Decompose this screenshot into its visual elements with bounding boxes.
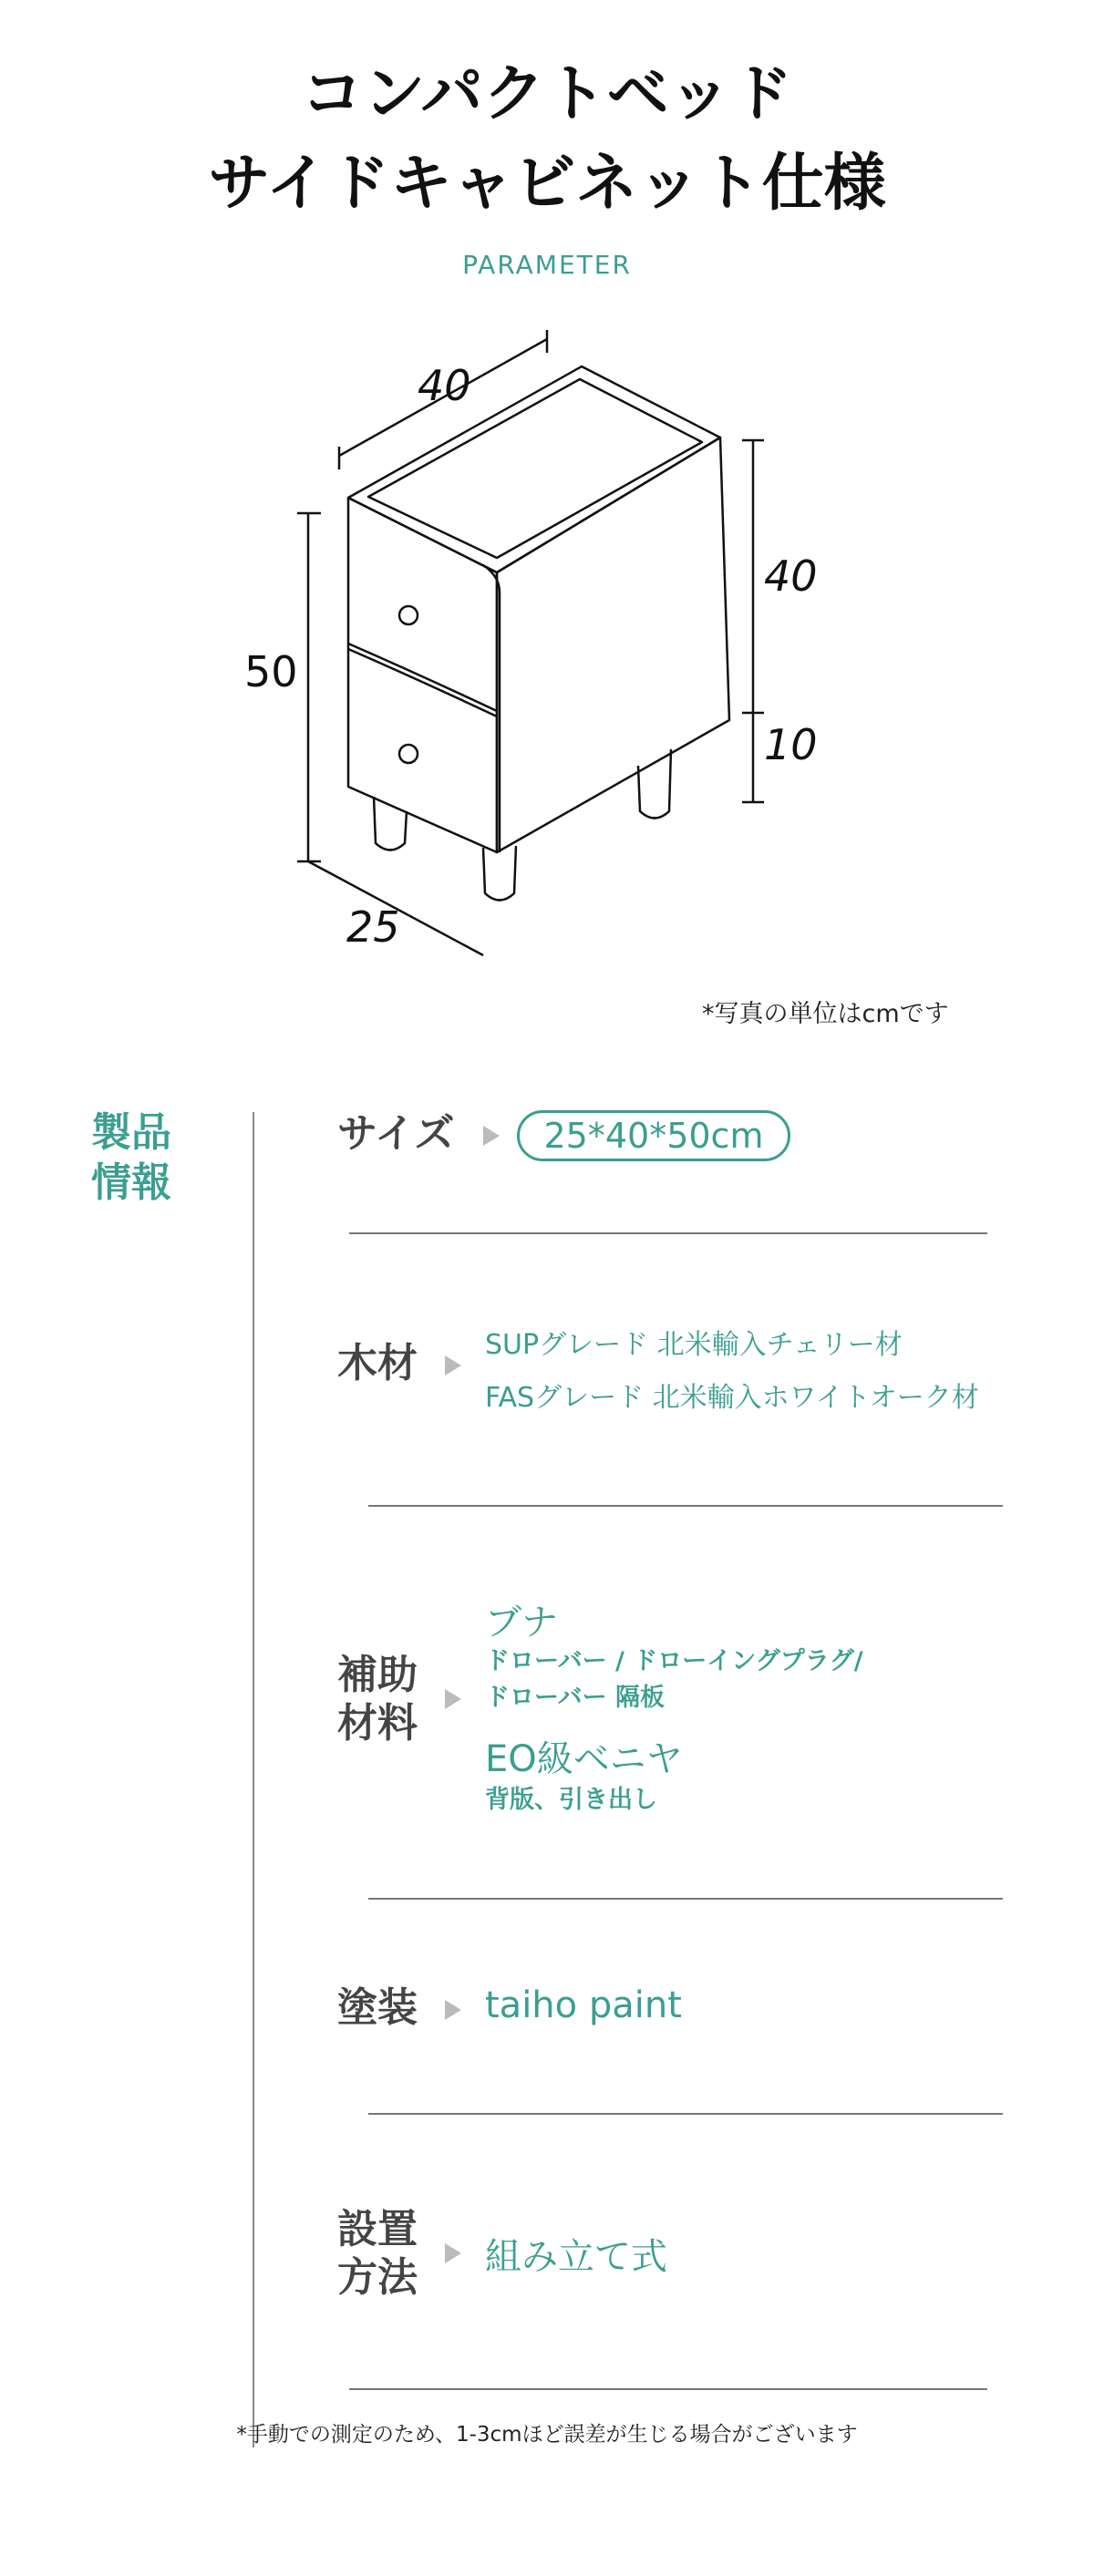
arrow-icon xyxy=(445,2000,461,2020)
spec-divider xyxy=(368,2113,1003,2115)
section-vertical-divider xyxy=(253,1112,254,2447)
arrow-icon xyxy=(445,1689,461,1709)
dimension-depth-label: 25 xyxy=(346,902,400,952)
section-label xyxy=(91,1108,201,1208)
drawer-knob-top xyxy=(399,606,418,624)
spec-wood-line-1: SUPグレード 北米輸入チェリー材 xyxy=(485,1329,903,1361)
spec-size-label: サイズ xyxy=(337,1110,455,1157)
section-label-line-2: 情報 xyxy=(91,1159,171,1206)
leg-back-right xyxy=(638,749,671,819)
spec-aux-label xyxy=(337,1652,418,1748)
cabinet-side xyxy=(497,438,729,852)
section-label-line-1: 製品 xyxy=(91,1109,171,1156)
spec-paint-label: 塗装 xyxy=(337,1984,418,2031)
cabinet-front xyxy=(348,498,497,852)
cabinet-diagram xyxy=(0,310,1094,966)
dimension-height-label: 50 xyxy=(244,647,298,696)
spec-aux-heading-2: EO級ベニヤ xyxy=(485,1738,683,1780)
spec-wood-label: 木材 xyxy=(337,1340,418,1386)
spec-divider xyxy=(368,1898,1003,1900)
spec-install-value: 組み立て式 xyxy=(485,2236,667,2278)
dimension-leg-height-label: 10 xyxy=(764,720,818,769)
spec-divider xyxy=(349,1232,987,1234)
spec-aux-label-line-1: 補助 xyxy=(337,1652,418,1698)
spec-install-label-line-1: 設置 xyxy=(337,2206,418,2252)
drawer-divider xyxy=(348,644,497,711)
spec-install-label xyxy=(337,2206,418,2303)
spec-aux-label-line-2: 材料 xyxy=(337,1699,418,1747)
parameter-subtitle: PARAMETER xyxy=(462,250,632,280)
spec-wood-line-2: FASグレード 北米輸入ホワイトオーク材 xyxy=(485,1382,979,1414)
spec-paint-value: taiho paint xyxy=(485,1984,682,2026)
spec-aux-sub-2: 背版、引き出し xyxy=(485,1786,657,1814)
spec-size-value: 25*40*50cm xyxy=(517,1110,790,1161)
leg-front-right xyxy=(483,846,516,901)
dimension-width-label: 40 xyxy=(418,361,471,410)
page-title-line-1: コンパクトベッド xyxy=(301,58,793,130)
spec-aux-sub-1a: ドローバー / ドローイングプラグ/ xyxy=(485,1647,863,1675)
page-title-line-2: サイドキャビネット仕様 xyxy=(208,148,886,220)
unit-note: *写真の単位はcmです xyxy=(702,1000,949,1028)
spec-divider xyxy=(368,1505,1003,1507)
arrow-icon xyxy=(483,1126,500,1146)
drawer-knob-bottom xyxy=(399,745,418,763)
cabinet-top xyxy=(348,366,720,572)
spec-aux-sub-1b: ドローバー 隔板 xyxy=(485,1684,666,1712)
spec-aux-heading-1: ブナ xyxy=(485,1602,558,1643)
measurement-footnote: *手動での測定のため、1-3cmほど誤差が生じる場合がございます xyxy=(236,2423,858,2447)
spec-divider xyxy=(349,2388,987,2390)
arrow-icon xyxy=(445,1355,461,1376)
dimension-body-height-label: 40 xyxy=(764,551,818,601)
arrow-icon xyxy=(445,2243,461,2263)
spec-install-label-line-2: 方法 xyxy=(337,2253,418,2301)
